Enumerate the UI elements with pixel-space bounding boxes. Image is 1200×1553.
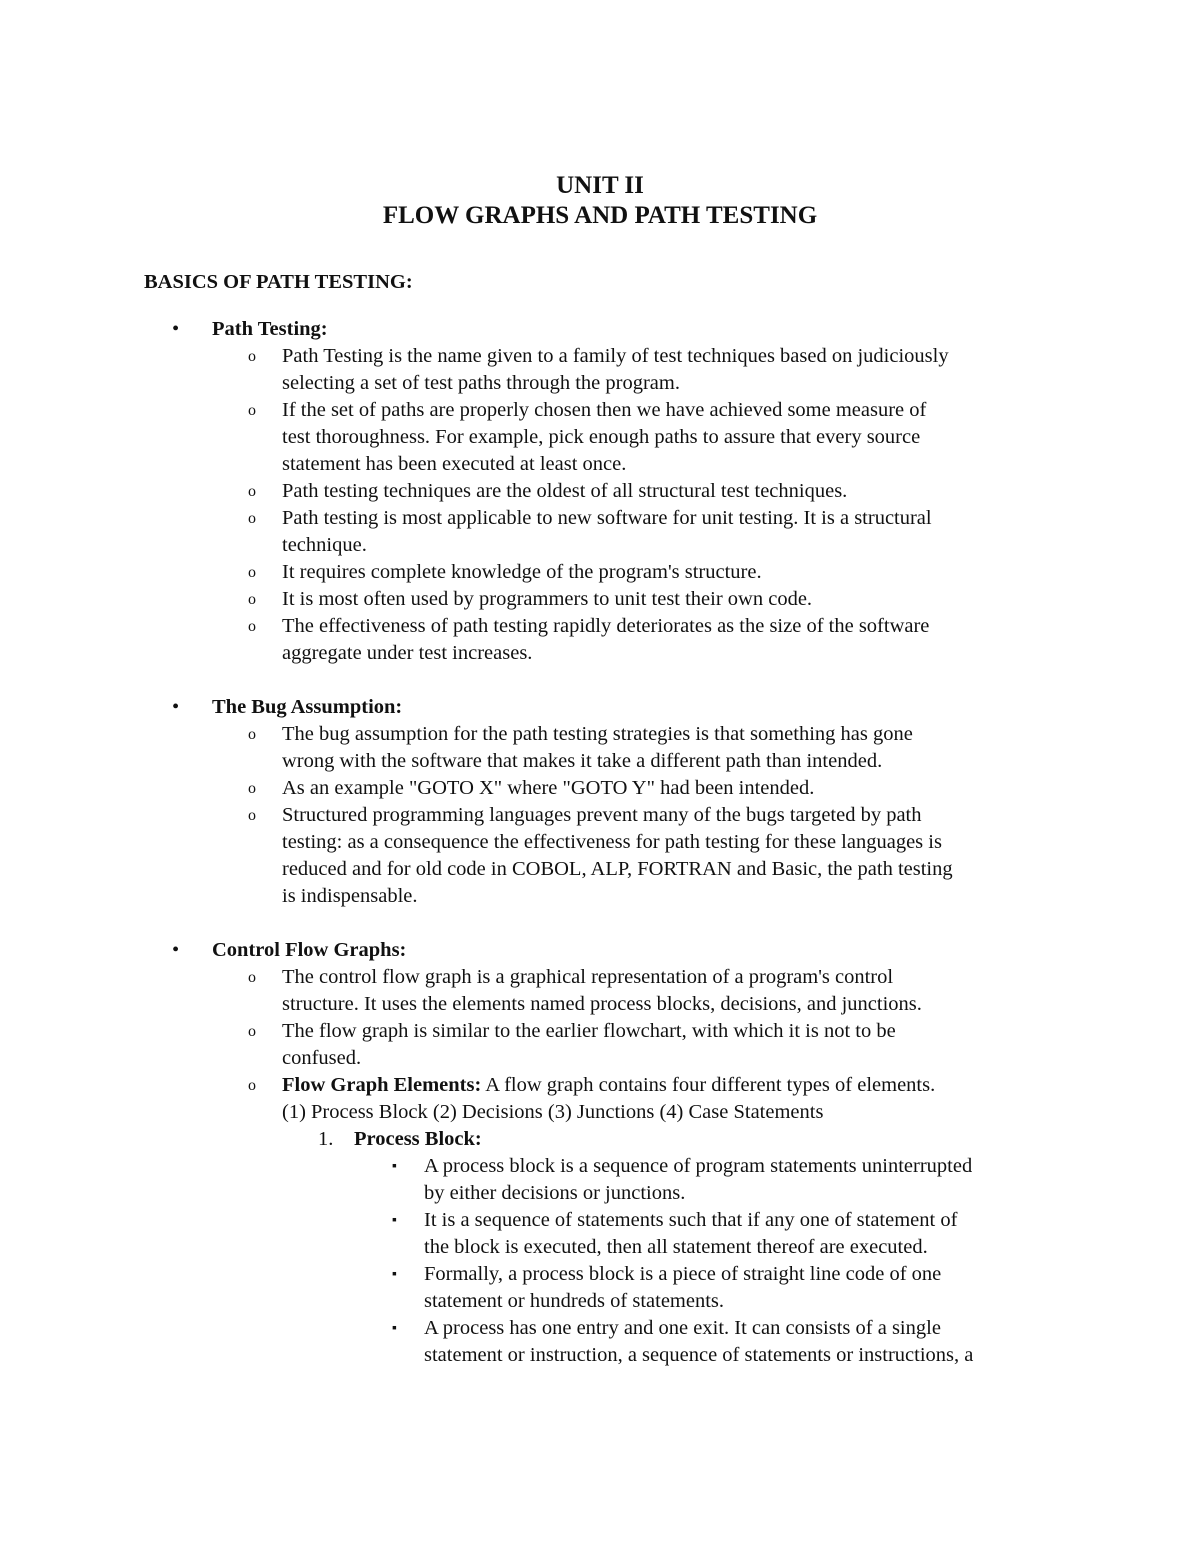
list-item-marker: o (248, 591, 256, 608)
sub-bullet-flow-graph-elements (0, 1072, 1072, 1126)
list-item-marker: ▪ (392, 1321, 397, 1336)
text-line: As an example "GOTO X" where "GOTO Y" had been intended. (282, 777, 815, 799)
spacer (0, 667, 1200, 694)
text-line (282, 1072, 1072, 1099)
text-line: wrong with the software that makes it take a different path than intended. (282, 750, 883, 772)
text-line: statement or hundreds of statements. (424, 1290, 725, 1312)
list-item-marker: o (248, 402, 256, 419)
text-line: It is a sequence of statements such that if any one of statement of (424, 1209, 958, 1231)
text-line: testing: as a consequence the effectiveness for path testing for these languages is (282, 831, 942, 853)
list-item (0, 1261, 1200, 1315)
list-item (0, 397, 1072, 478)
list-item (0, 721, 1072, 775)
text-line: structure. It uses the elements named process blocks, decisions, and junctions. (282, 993, 922, 1015)
list-item-marker: o (248, 726, 256, 743)
section-path-testing (0, 316, 1200, 667)
section-bug-assumption (0, 694, 1200, 910)
text-line: by either decisions or junctions. (424, 1182, 686, 1204)
list-item (0, 1315, 1200, 1369)
text-line: statement or instruction, a sequence of statements or instructions, a (424, 1344, 974, 1366)
text-line: confused. (282, 1047, 362, 1069)
text-line: selecting a set of test paths through the program. (282, 372, 680, 394)
text-line: Path testing techniques are the oldest of all structural test techniques. (282, 480, 848, 502)
list-item-marker: ▪ (392, 1267, 397, 1282)
list-item-marker: o (248, 1023, 256, 1040)
list-item-marker: o (248, 618, 256, 635)
list-item-marker: o (248, 780, 256, 797)
section-control-flow-graphs (0, 937, 1200, 1369)
list-item-marker: o (248, 483, 256, 500)
text-line: The flow graph is similar to the earlier flowchart, with which it is not to be (282, 1020, 896, 1042)
text-line: reduced and for old code in COBOL, ALP, FORTRAN and Basic, the path testing (282, 858, 953, 880)
list-item (0, 1018, 1072, 1072)
list-item-marker: o (248, 510, 256, 527)
bullet-label: Path Testing: (212, 318, 328, 340)
list-item (0, 1153, 1200, 1207)
text-line: A process has one entry and one exit. It can consists of a single (424, 1317, 941, 1339)
text-line: is indispensable. (282, 885, 418, 907)
list-item (0, 505, 1072, 559)
bullet-control-flow-graphs (0, 937, 1200, 964)
bullet-marker: • (172, 696, 180, 718)
bullet-marker: • (172, 318, 180, 340)
text-line: technique. (282, 534, 367, 556)
text-line: A process block is a sequence of program statements uninterrupted (424, 1155, 973, 1177)
unit-title: UNIT II (556, 172, 644, 199)
list-item (0, 964, 1072, 1018)
item-number: 1. (318, 1128, 334, 1150)
inline-text: A flow graph contains four different types of elements. (481, 1074, 936, 1096)
text-line: It is most often used by programmers to unit test their own code. (282, 588, 813, 610)
bullet-label: Control Flow Graphs: (212, 939, 407, 961)
bullet-path-testing (0, 316, 1200, 343)
path-testing-items (0, 343, 1200, 667)
list-item (0, 586, 1072, 613)
text-line: Formally, a process block is a piece of straight line code of one (424, 1263, 942, 1285)
text-line: (1) Process Block (2) Decisions (3) Junctions (4) Case Statements (282, 1101, 824, 1123)
list-item-marker: o (248, 807, 256, 824)
list-item (0, 478, 1072, 505)
text-line: It requires complete knowledge of the program's structure. (282, 561, 762, 583)
process-block-items (0, 1153, 1200, 1369)
list-item-marker: o (248, 348, 256, 365)
bullet-bug-assumption (0, 694, 1200, 721)
list-item (0, 559, 1072, 586)
list-item (0, 343, 1072, 397)
text-line: The effectiveness of path testing rapidly deteriorates as the size of the software (282, 615, 930, 637)
inline-bold-label: Flow Graph Elements: (282, 1074, 482, 1096)
bullet-marker: • (172, 939, 180, 961)
text-line: The control flow graph is a graphical representation of a program's control (282, 966, 894, 988)
section-heading: BASICS OF PATH TESTING: (144, 271, 413, 293)
list-item (0, 802, 1072, 910)
chapter-title: FLOW GRAPHS AND PATH TESTING (382, 202, 818, 229)
text-line: If the set of paths are properly chosen then we have achieved some measure of (282, 399, 927, 421)
list-item (0, 775, 1072, 802)
list-item (0, 1207, 1200, 1261)
list-item-marker: o (248, 564, 256, 581)
list-item (0, 613, 1072, 667)
numbered-item-label: Process Block: (354, 1128, 482, 1150)
list-item-marker: ▪ (392, 1159, 397, 1174)
bullet-label: The Bug Assumption: (212, 696, 403, 718)
numbered-item-process-block (0, 1126, 1200, 1153)
sub-bullet-marker: o (248, 1077, 256, 1094)
text-line: Path testing is most applicable to new software for unit testing. It is a structural (282, 507, 932, 529)
text-line: Structured programming languages prevent many of the bugs targeted by path (282, 804, 922, 826)
spacer (0, 910, 1200, 937)
list-item-marker: o (248, 969, 256, 986)
text-line: the block is executed, then all statement thereof are executed. (424, 1236, 928, 1258)
text-line: The bug assumption for the path testing strategies is that something has gone (282, 723, 913, 745)
text-line: statement has been executed at least once. (282, 453, 627, 475)
text-line: aggregate under test increases. (282, 642, 533, 664)
text-line: test thoroughness. For example, pick enough paths to assure that every source (282, 426, 921, 448)
document-body (0, 316, 1200, 1369)
text-line: Path Testing is the name given to a family of test techniques based on judiciously (282, 345, 949, 367)
bug-assumption-items (0, 721, 1200, 910)
list-item-marker: ▪ (392, 1213, 397, 1228)
control-flow-items (0, 964, 1200, 1072)
